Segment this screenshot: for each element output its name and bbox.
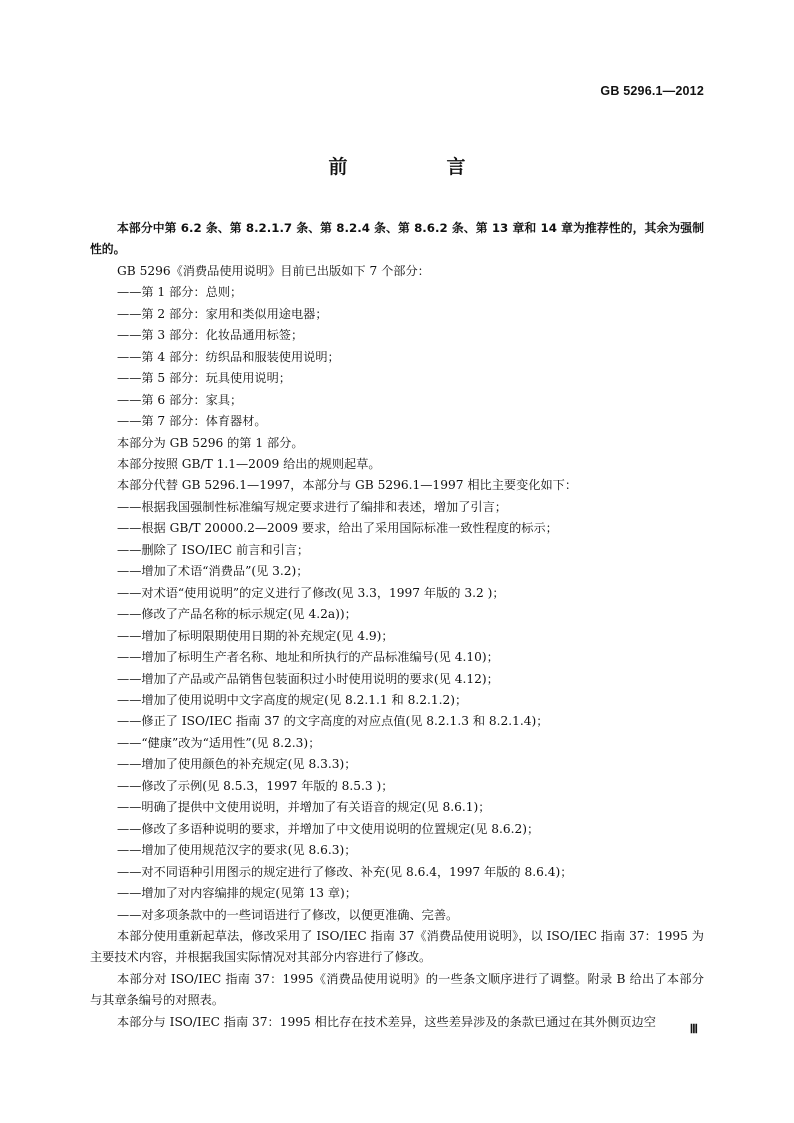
list-item: ——明确了提供中文使用说明，并增加了有关语音的规定(见 8.6.1)； [117, 800, 491, 815]
list-item: ——增加了使用说明中文字高度的规定(见 8.2.1.1 和 8.2.1.2)； [117, 692, 468, 707]
standard-number: GB 5296.1—2012 [600, 84, 704, 98]
intro-paragraph: 本部分中第 6.2 条、第 8.2.1.7 条、第 8.2.4 条、第 8.6.2 条、第 13 章和 14 章为推荐性的，其余为强制性的。 [90, 221, 704, 257]
list-item: ——删除了 ISO/IEC 前言和引言； [117, 542, 310, 557]
page-number: Ⅲ [689, 1022, 698, 1036]
list-item: ——增加了对内容编排的规定(见第 13 章)； [117, 886, 357, 901]
list-item: ——根据我国强制性标准编写规定要求进行了编排和表述，增加了引言； [117, 499, 507, 514]
adjustment-paragraph: 本部分对 ISO/IEC 指南 37：1995《消费品使用说明》的一些条文顺序进行了调整。附录 B 给出了本部分与其章条编号的对照表。 [90, 971, 704, 1008]
list-item: ——修改了产品名称的标示规定(见 4.2a))； [117, 607, 357, 622]
list-item: ——第 4 部分：纺织品和服装使用说明； [117, 349, 340, 364]
list-item: ——对不同语种引用图示的规定进行了修改、补充(见 8.6.4，1997 年版的 8.6.4)； [117, 864, 573, 879]
page-title: 前 言 [328, 156, 506, 178]
differences-paragraph: 本部分与 ISO/IEC 指南 37：1995 相比存在技术差异，这些差异涉及的条款已通过在其外侧页边空 [117, 1014, 656, 1029]
list-item: ——根据 GB/T 20000.2—2009 要求，给出了采用国际标准一致性程度的标示； [117, 521, 558, 536]
list-item: ——修正了 ISO/IEC 指南 37 的文字高度的对应点值(见 8.2.1.3 和 8.2.1.4)； [117, 714, 549, 729]
list-item: ——对术语“使用说明”的定义进行了修改(见 3.3，1997 年版的 3.2 )； [117, 585, 505, 600]
list-item: ——第 6 部分：家具； [117, 392, 243, 407]
list-item: ——增加了标明限期使用日期的补充规定(见 4.9)； [117, 628, 394, 643]
body-text [90, 218, 704, 1033]
list-item: ——修改了多语种说明的要求，并增加了中文使用说明的位置规定(见 8.6.2)； [117, 821, 540, 836]
drafting-paragraph: 本部分按照 GB/T 1.1—2009 给出的规则起草。 [117, 456, 381, 471]
list-item: ——增加了标明生产者名称、地址和所执行的产品标准编号(见 4.10)； [117, 650, 499, 665]
list-item: ——增加了产品或产品销售包装面积过小时使用说明的要求(见 4.12)； [117, 671, 499, 686]
part-of-paragraph: 本部分为 GB 5296 的第 1 部分。 [117, 435, 304, 450]
list-item: ——增加了使用规范汉字的要求(见 8.6.3)； [117, 843, 357, 858]
list-item: ——第 3 部分：化妆品通用标签； [117, 328, 304, 343]
list-item: ——第 5 部分：玩具使用说明； [117, 371, 291, 386]
list-item: ——“健康”改为“适用性”(见 8.2.3)； [117, 735, 321, 750]
changes-list [90, 497, 704, 926]
list-item: ——对多项条款中的一些词语进行了修改，以便更准确、完善。 [117, 907, 459, 922]
parts-list [90, 282, 704, 432]
list-item: ——修改了示例(见 8.5.3，1997 年版的 8.5.3 )； [117, 778, 394, 793]
list-item: ——增加了术语“消费品”(见 3.2)； [117, 564, 309, 579]
list-item: ——第 7 部分：体育器材。 [117, 414, 267, 429]
replaces-paragraph: 本部分代替 GB 5296.1—1997，本部分与 GB 5296.1—1997 相比主要变化如下： [117, 478, 578, 493]
redrafting-paragraph: 本部分使用重新起草法，修改采用了 ISO/IEC 指南 37《消费品使用说明》，以 ISO/IEC 指南 37：1995 为主要技术内容，并根据我国实际情况对其部分内容进行了修改。 [90, 928, 704, 965]
list-item: ——第 1 部分：总则； [117, 285, 243, 300]
list-item: ——增加了使用颜色的补充规定(见 8.3.3)； [117, 757, 357, 772]
list-item: ——第 2 部分：家用和类似用途电器； [117, 306, 328, 321]
parts-intro: GB 5296《消费品使用说明》目前已出版如下 7 个部分： [117, 263, 430, 278]
